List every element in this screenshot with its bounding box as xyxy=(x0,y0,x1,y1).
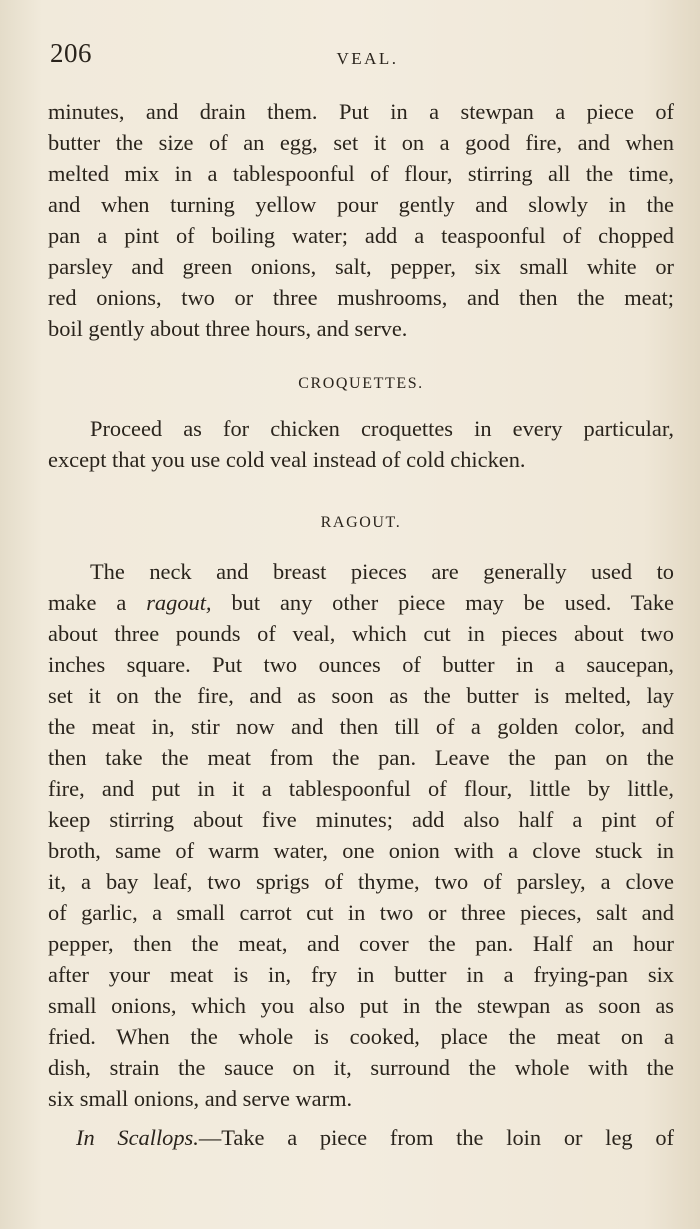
paragraph-croquettes xyxy=(48,413,674,475)
text-line: butter the size of an egg, set it on a good fire, and when xyxy=(48,130,674,155)
text-segment: —Take a piece from the loin or leg of xyxy=(198,1125,674,1150)
text-line: of garlic, a small carrot cut in two or three pieces, salt and xyxy=(48,900,674,925)
text-line: boil gently about three hours, and serve. xyxy=(48,316,408,341)
text-line: red onions, two or three mushrooms, and then the meat; xyxy=(48,285,674,310)
text-line: after your meat is in, fry in butter in a frying-pan six xyxy=(48,962,674,987)
body-text xyxy=(48,96,674,1153)
page-number: 206 xyxy=(50,38,92,68)
text-line: pepper, then the meat, and cover the pan. Half an hour xyxy=(48,931,674,956)
paragraph-ragout xyxy=(48,556,674,1114)
text-line: fried. When the whole is cooked, place the meat on a xyxy=(48,1024,674,1049)
text-line: the meat in, stir now and then till of a golden color, and xyxy=(48,714,674,739)
italic-term: ragout, xyxy=(146,590,212,615)
italic-subheading-scallops: In Scallops. xyxy=(76,1125,199,1150)
section-heading-croquettes: CROQUETTES. xyxy=(298,375,424,392)
text-line: The neck and breast pieces are generally used to xyxy=(90,559,674,584)
text-line: about three pounds of veal, which cut in pieces about two xyxy=(48,621,674,646)
text-line: it, a bay leaf, two sprigs of thyme, two of parsley, a clove xyxy=(48,869,674,894)
text-line: minutes, and drain them. Put in a stewpan a piece of xyxy=(48,99,674,124)
text-line: dish, strain the sauce on it, surround the whole with the xyxy=(48,1055,674,1080)
text-line: small onions, which you also put in the stewpan as soon as xyxy=(48,993,674,1018)
text-line: broth, same of warm water, one onion with a clove stuck in xyxy=(48,838,674,863)
text-line: pan a pint of boiling water; add a teaspoonful of chopped xyxy=(48,223,674,248)
text-segment: make a xyxy=(48,590,147,615)
paragraph-continued xyxy=(48,96,674,344)
text-line: and when turning yellow pour gently and slowly in the xyxy=(48,192,674,217)
text-line: parsley and green onions, salt, pepper, six small white or xyxy=(48,254,674,279)
text-line: six small onions, and serve warm. xyxy=(48,1086,353,1111)
running-head: VEAL. xyxy=(336,49,399,68)
text-line-with-italic xyxy=(48,587,674,618)
text-line: fire, and put in it a tablespoonful of flour, little by little, xyxy=(48,776,674,801)
text-line: set it on the fire, and as soon as the butter is melted, lay xyxy=(48,683,674,708)
text-line: except that you use cold veal instead of cold chicken. xyxy=(48,447,526,472)
text-segment: but any other piece may be used. Take xyxy=(211,590,674,615)
section-heading-ragout: RAGOUT. xyxy=(320,514,402,531)
text-line: inches square. Put two ounces of butter in a saucepan, xyxy=(48,652,674,677)
text-line: Proceed as for chicken croquettes in every particular, xyxy=(90,416,674,441)
text-line: then take the meat from the pan. Leave the pan on the xyxy=(48,745,674,770)
paragraph-scallops xyxy=(48,1122,674,1153)
text-line: keep stirring about five minutes; add also half a pint of xyxy=(48,807,674,832)
text-line: melted mix in a tablespoonful of flour, stirring all the time, xyxy=(48,161,674,186)
